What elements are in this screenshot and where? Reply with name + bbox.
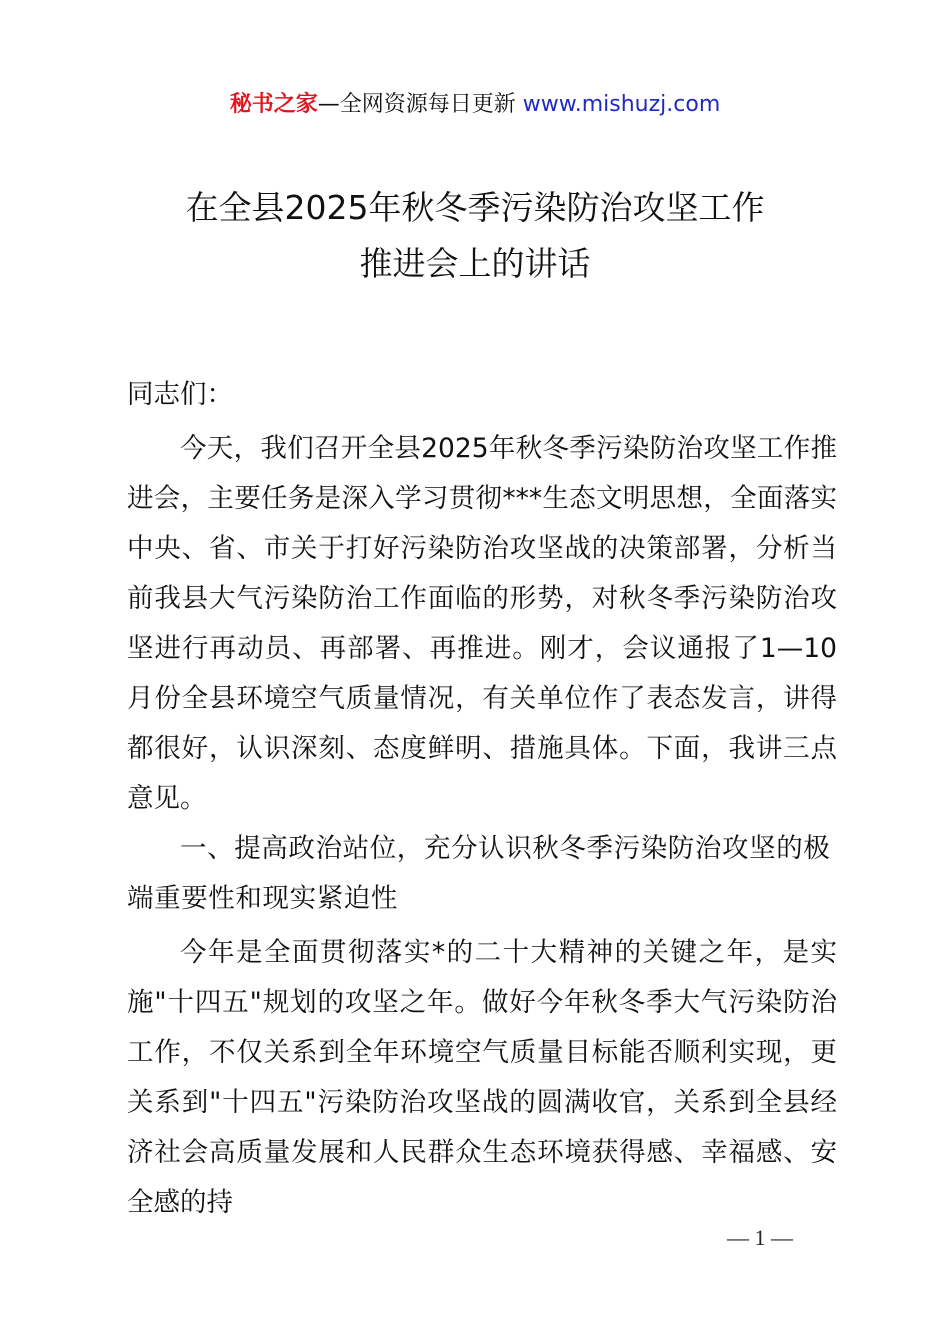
section-heading-1: 一、提高政治站位，充分认识秋冬季污染防治攻坚的极端重要性和现实紧迫性: [127, 833, 831, 914]
body-paragraph-2: 今年是全面贯彻落实*的二十大精神的关键之年，是实施"十四五"规划的攻坚之年。做好今年秋冬季大气污染防治工作，不仅关系到全年环境空气质量目标能否顺利实现，更关系到"十四五"污染防治攻坚战的圆满收官，关系到全县经济社会高质量发展和人民群众生态环境获得感、幸福感、安全感的持: [127, 937, 837, 1218]
site-url-link[interactable]: www.mishuzj.com: [522, 92, 721, 117]
site-header: [0, 88, 950, 122]
document-title: [0, 180, 950, 292]
salutation: 同志们：: [127, 379, 233, 410]
intro-paragraph: 今天，我们召开全县2025年秋冬季污染防治攻坚工作推进会，主要任务是深入学习贯彻***生态文明思想，全面落实中央、省、市关于打好污染防治攻坚战的决策部署，分析当前我县大气污染防治工作面临的形势，对秋冬季污染防治攻坚进行再动员、再部署、再推进。刚才，会议通报了1—10月份全县环境空气质量情况，有关单位作了表态发言，讲得都很好，认识深刻、态度鲜明、措施具体。下面，我讲三点意见。: [127, 433, 837, 814]
site-slogan: —全网资源每日更新: [317, 92, 523, 117]
document-body: [127, 370, 837, 1228]
title-line-1: 在全县2025年秋冬季污染防治攻坚工作: [185, 188, 765, 227]
brand-name: 秘书之家: [229, 92, 318, 117]
page-number: — 1 —: [727, 1225, 793, 1250]
title-line-2: 推进会上的讲话: [359, 244, 591, 283]
